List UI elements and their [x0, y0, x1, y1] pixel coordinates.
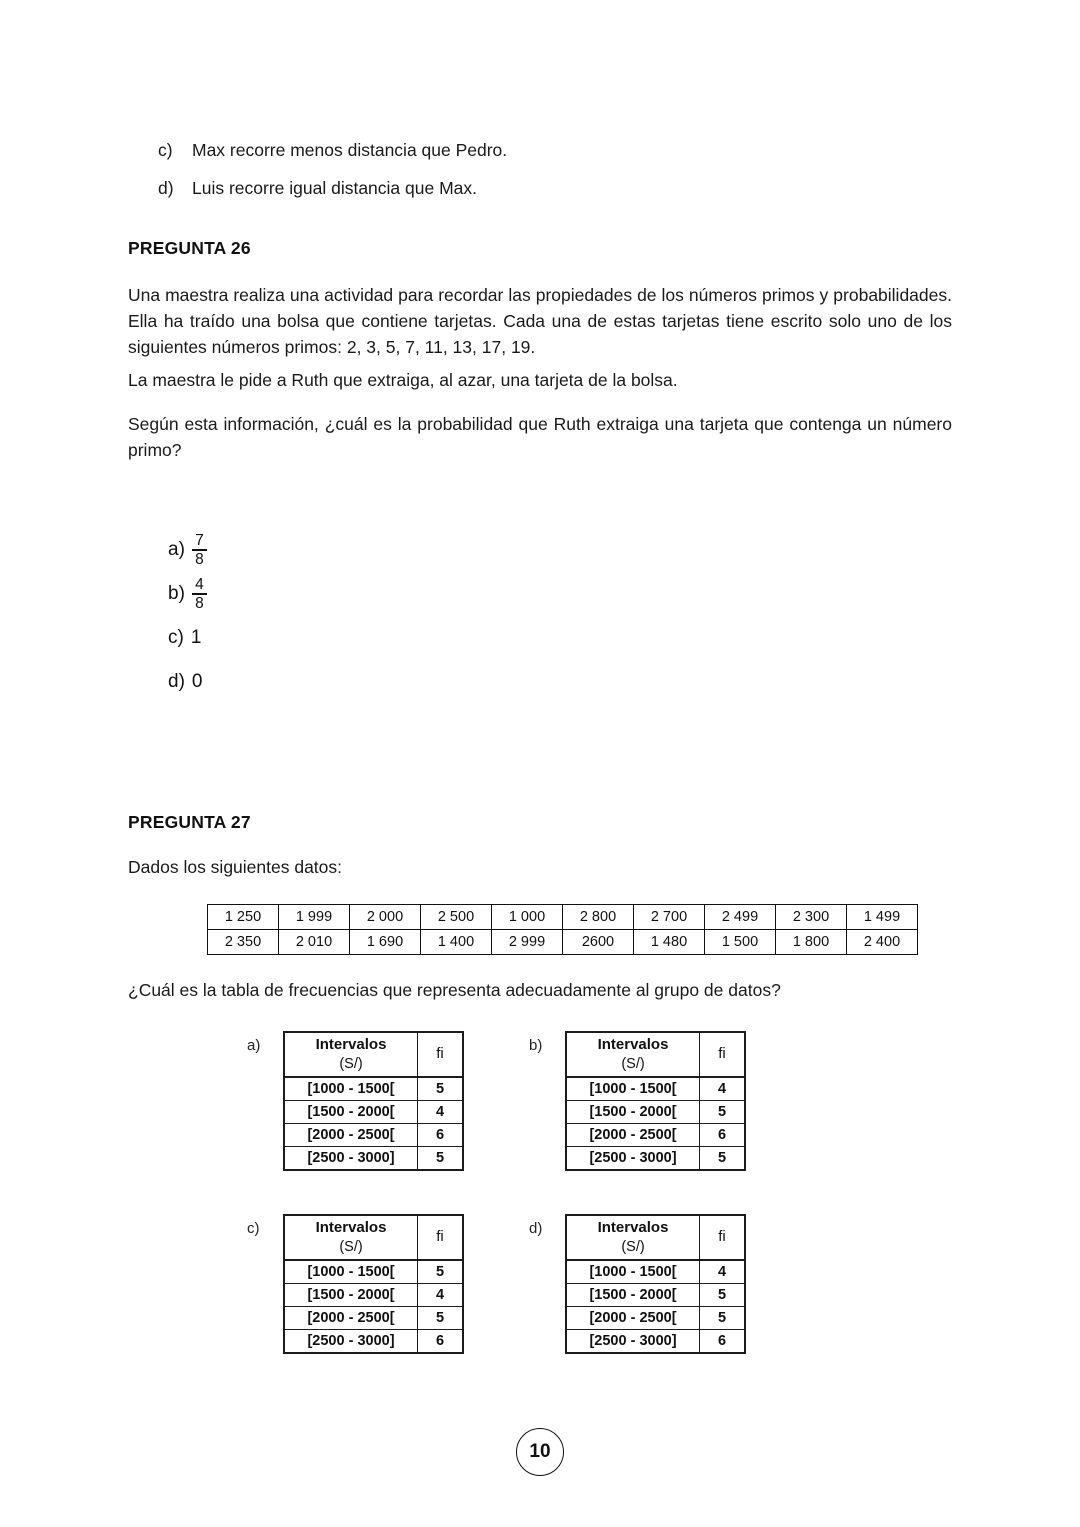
frequency-cell: 5	[700, 1147, 746, 1171]
table-row	[284, 1307, 463, 1330]
fraction-7-8	[192, 533, 207, 568]
question-26-paragraph-1: Una maestra realiza una actividad para recordar las propiedades de los números primos y probabilidades. Ella ha traído una bolsa que contiene tarjetas. Cada una de estas tarjetas tiene escrito solo uno de los siguientes números primos: 2, 3, 5, 7, 11, 13, 17, 19.	[128, 285, 952, 357]
interval-cell: [1500 - 2000[	[566, 1101, 700, 1124]
header-intervalos	[284, 1032, 418, 1077]
frequency-cell: 5	[418, 1147, 464, 1171]
answer-option-a[interactable]	[168, 528, 207, 572]
previous-question-options	[158, 137, 938, 214]
header-intervalos	[566, 1215, 700, 1260]
answer-option-b[interactable]	[168, 572, 207, 616]
header-fi: fi	[700, 1032, 746, 1077]
interval-cell: [1000 - 1500[	[566, 1077, 700, 1101]
page-number: 10	[516, 1428, 564, 1476]
question-27-prompt: ¿Cuál es la tabla de frecuencias que representa adecuadamente al grupo de datos?	[128, 980, 781, 1000]
question-26-heading: PREGUNTA 26	[128, 238, 251, 258]
data-cell: 1 400	[421, 930, 492, 955]
table-row	[566, 1284, 745, 1307]
list-item	[158, 137, 938, 163]
table-header-row	[566, 1032, 745, 1077]
data-cell: 2 300	[776, 905, 847, 930]
data-cell: 1 690	[350, 930, 421, 955]
interval-cell: [2500 - 3000]	[284, 1330, 418, 1354]
frequency-cell: 5	[700, 1284, 746, 1307]
data-cell: 2 000	[350, 905, 421, 930]
option-label: d)	[529, 1220, 543, 1237]
frequency-option-b[interactable]	[529, 1031, 746, 1171]
interval-cell: [1000 - 1500[	[566, 1260, 700, 1284]
table-header-row	[284, 1032, 463, 1077]
option-value: 0	[191, 671, 203, 692]
frequency-cell: 5	[700, 1307, 746, 1330]
option-marker: d)	[158, 178, 174, 199]
interval-cell: [1500 - 2000[	[284, 1101, 418, 1124]
option-marker: c)	[158, 140, 173, 160]
frequency-option-c[interactable]	[247, 1214, 464, 1354]
frequency-table-b	[565, 1031, 746, 1171]
frequency-cell: 6	[418, 1330, 464, 1354]
interval-cell: [1500 - 2000[	[284, 1284, 418, 1307]
table-row	[284, 1284, 463, 1307]
data-cell: 1 250	[208, 905, 279, 930]
data-cell: 2 500	[421, 905, 492, 930]
option-label: c)	[247, 1220, 260, 1237]
frequency-table-c	[283, 1214, 464, 1354]
data-cell: 1 800	[776, 930, 847, 955]
data-cell: 2 010	[279, 930, 350, 955]
frequency-cell: 6	[418, 1124, 464, 1147]
frequency-cell: 6	[700, 1330, 746, 1354]
interval-cell: [1000 - 1500[	[284, 1077, 418, 1101]
table-row	[566, 1147, 745, 1171]
option-label: d)	[168, 671, 185, 692]
header-intervalos-text: Intervalos	[315, 1036, 387, 1053]
table-row	[566, 1330, 745, 1354]
interval-cell: [2000 - 2500[	[566, 1307, 700, 1330]
frequency-cell: 4	[700, 1077, 746, 1101]
interval-cell: [2000 - 2500[	[566, 1124, 700, 1147]
frequency-cell: 5	[700, 1101, 746, 1124]
data-cell: 1 999	[279, 905, 350, 930]
table-row	[566, 1101, 745, 1124]
frequency-option-d[interactable]	[529, 1214, 746, 1354]
frequency-cell: 5	[418, 1307, 464, 1330]
table-row	[566, 1124, 745, 1147]
fraction-4-8	[192, 577, 207, 612]
header-fi: fi	[700, 1215, 746, 1260]
table-row	[566, 1307, 745, 1330]
answer-option-c[interactable]	[168, 616, 207, 660]
data-values-table	[207, 904, 918, 955]
data-cell: 2600	[563, 930, 634, 955]
question-27-heading: PREGUNTA 27	[128, 812, 251, 832]
fraction-numerator: 4	[195, 575, 204, 593]
option-text: Luis recorre igual distancia que Max.	[192, 178, 478, 199]
table-row	[284, 1147, 463, 1171]
frequency-cell: 5	[418, 1077, 464, 1101]
data-values-table-wrapper	[207, 904, 918, 955]
header-fi: fi	[418, 1032, 464, 1077]
question-26-paragraph-3: Según esta información, ¿cuál es la probabilidad que Ruth extraiga una tarjeta que contenga un número primo?	[128, 414, 952, 460]
header-intervalos-text: Intervalos	[597, 1219, 669, 1236]
frequency-cell: 4	[418, 1101, 464, 1124]
table-row	[208, 905, 918, 930]
data-cell: 2 800	[563, 905, 634, 930]
header-intervalos-unit: (S/)	[339, 1055, 363, 1072]
header-intervalos-unit: (S/)	[339, 1238, 363, 1255]
data-cell: 2 700	[634, 905, 705, 930]
table-header-row	[284, 1215, 463, 1260]
frequency-cell: 5	[418, 1260, 464, 1284]
header-intervalos	[566, 1032, 700, 1077]
table-row	[284, 1077, 463, 1101]
option-label: b)	[529, 1037, 543, 1054]
fraction-numerator: 7	[195, 531, 204, 549]
interval-cell: [2500 - 3000]	[284, 1147, 418, 1171]
header-intervalos-unit: (S/)	[621, 1055, 645, 1072]
table-row	[284, 1330, 463, 1354]
data-cell: 1 500	[705, 930, 776, 955]
interval-cell: [1500 - 2000[	[566, 1284, 700, 1307]
fraction-denominator: 8	[195, 594, 204, 612]
frequency-table-d	[565, 1214, 746, 1354]
table-row	[566, 1077, 745, 1101]
header-intervalos	[284, 1215, 418, 1260]
frequency-cell: 4	[418, 1284, 464, 1307]
header-intervalos-text: Intervalos	[597, 1036, 669, 1053]
option-label: a)	[247, 1037, 261, 1054]
interval-cell: [1000 - 1500[	[284, 1260, 418, 1284]
answer-option-d[interactable]	[168, 660, 207, 704]
interval-cell: [2500 - 3000]	[566, 1147, 700, 1171]
option-value: 1	[190, 627, 202, 648]
data-cell: 1 480	[634, 930, 705, 955]
data-cell: 2 999	[492, 930, 563, 955]
interval-cell: [2000 - 2500[	[284, 1307, 418, 1330]
table-row	[566, 1260, 745, 1284]
question-27-intro: Dados los siguientes datos:	[128, 857, 343, 877]
header-intervalos-unit: (S/)	[621, 1238, 645, 1255]
table-row	[208, 930, 918, 955]
question-26-paragraph-2: La maestra le pide a Ruth que extraiga, al azar, una tarjeta de la bolsa.	[128, 370, 678, 390]
table-row	[284, 1260, 463, 1284]
interval-cell: [2500 - 3000]	[566, 1330, 700, 1354]
table-row	[284, 1101, 463, 1124]
question-26-answer-options	[168, 528, 207, 704]
data-cell: 1 499	[847, 905, 918, 930]
option-text: Max recorre menos distancia que Pedro.	[192, 140, 508, 160]
frequency-option-a[interactable]	[247, 1031, 464, 1171]
data-cell: 2 499	[705, 905, 776, 930]
data-cell: 2 400	[847, 930, 918, 955]
option-label: a)	[168, 539, 185, 560]
header-fi: fi	[418, 1215, 464, 1260]
frequency-cell: 6	[700, 1124, 746, 1147]
interval-cell: [2000 - 2500[	[284, 1124, 418, 1147]
fraction-denominator: 8	[195, 550, 204, 568]
option-label: b)	[168, 583, 185, 604]
header-intervalos-text: Intervalos	[315, 1219, 387, 1236]
frequency-cell: 4	[700, 1260, 746, 1284]
data-cell: 2 350	[208, 930, 279, 955]
data-cell: 1 000	[492, 905, 563, 930]
table-row	[284, 1124, 463, 1147]
frequency-table-a	[283, 1031, 464, 1171]
list-item	[158, 175, 938, 201]
table-header-row	[566, 1215, 745, 1260]
option-label: c)	[168, 627, 184, 648]
